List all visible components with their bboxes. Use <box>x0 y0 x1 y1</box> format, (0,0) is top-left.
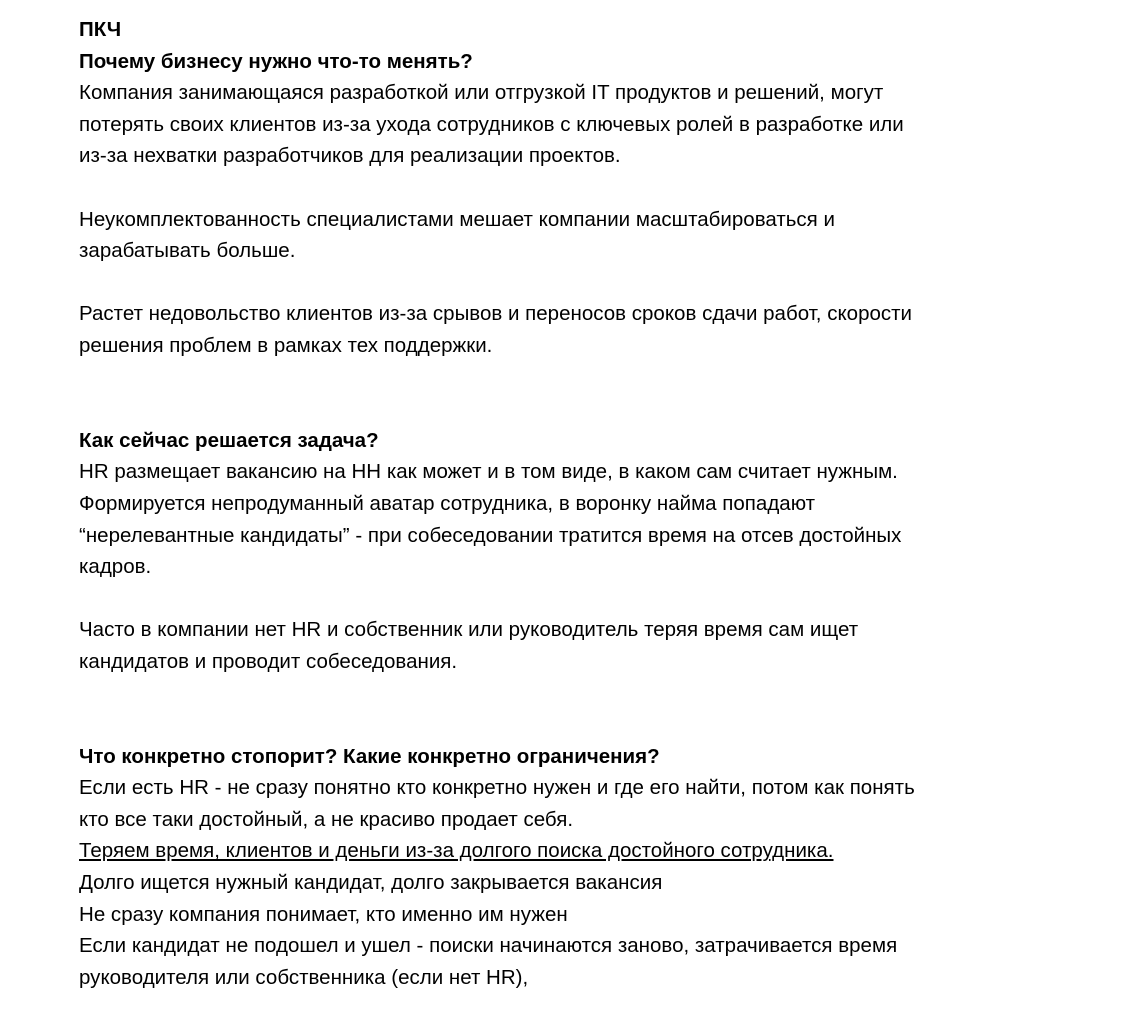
section-heading: Что конкретно стопорит? Какие конкретно ограничения? <box>79 744 660 768</box>
text-line: зарабатывать больше. <box>79 239 296 263</box>
text-line: решения проблем в рамках тех поддержки. <box>79 333 493 357</box>
section-gap <box>79 362 1039 425</box>
text-line: Компания занимающаяся разработкой или отгрузкой IT продуктов и решений, могут <box>79 81 884 105</box>
paragraph <box>79 298 1039 361</box>
section-heading: Как сейчас решается задача? <box>79 428 379 452</box>
text-line: кто все таки достойный, а не красиво продает себя. <box>79 807 574 831</box>
text-line: руководителя или собственника (если нет HR), <box>79 965 529 989</box>
page-title: ПКЧ <box>79 18 122 41</box>
text-line: Если кандидат не подошел и ушел - поиски начинаются заново, затрачивается время <box>79 934 898 958</box>
document-body <box>79 14 1039 993</box>
text-line: из-за нехватки разработчиков для реализации проектов. <box>79 144 621 168</box>
section-gap <box>79 677 1039 740</box>
section-constraints <box>79 741 1039 994</box>
emphasized-underlined-line: Теряем время, клиентов и деньги из-за долгого поиска достойного сотрудника. <box>79 839 834 863</box>
text-line: Формируется непродуманный аватар сотрудника, в воронку найма попадают <box>79 491 816 515</box>
paragraph <box>79 77 1039 172</box>
paragraph-gap <box>79 172 1039 204</box>
paragraph <box>79 772 1039 835</box>
paragraph <box>79 614 1039 677</box>
text-line: Растет недовольство клиентов из-за срывов и переносов сроков сдачи работ, скорости <box>79 302 913 326</box>
section-heading: Почему бизнесу нужно что-то менять? <box>79 49 473 73</box>
paragraph-gap <box>79 267 1039 299</box>
section-why-change <box>79 46 1039 362</box>
text-line: кадров. <box>79 555 152 579</box>
text-line: HR размещает вакансию на HH как может и в том виде, в каком сам считает нужным. <box>79 460 898 484</box>
text-line: потерять своих клиентов из-за ухода сотрудников с ключевых ролей в разработке или <box>79 112 904 136</box>
text-line: Часто в компании нет HR и собственник или руководитель теряя время сам ищет <box>79 618 859 642</box>
text-line: Не сразу компания понимает, кто именно им нужен <box>79 902 568 926</box>
section-current-solution <box>79 425 1039 678</box>
text-line: Долго ищется нужный кандидат, долго закрывается вакансия <box>79 871 663 895</box>
paragraph-gap <box>79 583 1039 615</box>
text-line: кандидатов и проводит собеседования. <box>79 649 458 673</box>
paragraph <box>79 456 1039 582</box>
text-line: Неукомплектованность специалистами мешает компании масштабироваться и <box>79 207 835 231</box>
constraint-list <box>79 867 1039 993</box>
text-line: “нерелевантные кандидаты” - при собеседовании тратится время на отсев достойных <box>79 523 902 547</box>
text-line: Если есть HR - не сразу понятно кто конкретно нужен и где его найти, потом как понять <box>79 776 915 800</box>
paragraph <box>79 204 1039 267</box>
